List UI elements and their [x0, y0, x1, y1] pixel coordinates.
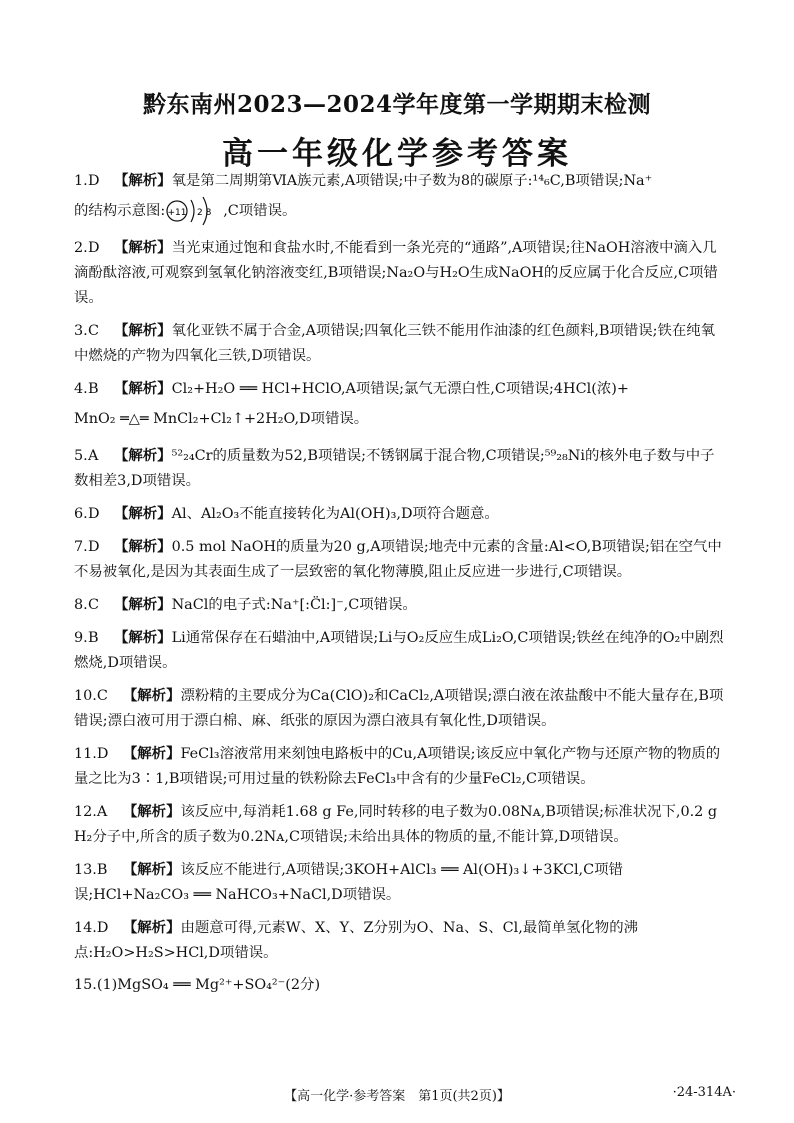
item-number: 3. [74, 323, 88, 339]
item-text-line2 [74, 194, 724, 228]
item-answer: B [96, 862, 108, 878]
answer-item [74, 857, 724, 908]
item-text: 该反应不能进行,A项错误;3KOH+AlCl₃ ══ Al(OH)₃↓+3KCl,C项错误;HCl+Na₂CO₃ ══ NaHCO₃+NaCl,D项错误。 [74, 862, 623, 903]
answer-item [74, 625, 724, 676]
item-text: (1)MgSO₄ ══ Mg²⁺+SO₄²⁻(2分) [96, 977, 321, 993]
item-answer: C [88, 597, 100, 613]
analysis-tag: 【解析】 [122, 745, 181, 762]
answer-item [74, 501, 724, 527]
item-text: 漂粉精的主要成分为Ca(ClO)₂和CaCl₂,A项错误;漂白液在浓盐酸中不能大量存在,B项错误;漂白液可用于漂白棉、麻、纸张的原因为漂白液具有氧化性,D项错误。 [74, 688, 724, 729]
item-text: 氧是第二周期第ⅥA族元素,A项错误;中子数为8的碳原子:¹⁴₆C,B项错误;Na⁺ [171, 173, 653, 189]
item-answer: D [88, 173, 100, 189]
item-answer: B [88, 381, 99, 397]
item-number: 2. [74, 240, 88, 256]
item-number: 10. [74, 688, 97, 704]
answer-item [74, 799, 724, 850]
item-number: 4. [74, 381, 88, 397]
page-footer [0, 1085, 794, 1105]
answer-item [74, 443, 724, 494]
item-number: 7. [74, 539, 88, 555]
item-text: FeCl₃溶液常用来刻蚀电路板中的Cu,A项错误;该反应中氧化产物与还原产物的物质的量之比为3∶1,B项错误;可用过量的铁粉除去FeCl₃中含有的少量FeCl₂,C项错误。 [74, 746, 721, 787]
ion-structure-diagram [165, 194, 223, 228]
analysis-tag: 【解析】 [122, 861, 181, 878]
item-text: NaCl的电子式:Na⁺[:C̈l:]⁻,C项错误。 [171, 597, 417, 613]
answer-item [74, 915, 724, 966]
item-text: ⁵²₂₄Cr的质量数为52,B项错误;不锈钢属于混合物,C项错误;⁵⁹₂₈Ni的核外电子数与中子数相差3,D项错误。 [74, 448, 715, 489]
item-number: 13. [74, 862, 97, 878]
page-title: 黔东南州2023—2024学年度第一学期期末检测 [142, 91, 652, 118]
analysis-tag: 【解析】 [114, 505, 172, 522]
structure-nucleus: +11 [167, 208, 187, 218]
item-number: 12. [74, 804, 97, 820]
answer-item [74, 973, 724, 998]
analysis-tag: 【解析】 [122, 919, 181, 936]
answer-item [74, 592, 724, 618]
answer-item [74, 168, 724, 228]
analysis-tag: 【解析】 [114, 596, 172, 613]
answer-item [74, 235, 724, 311]
item-text: 该反应中,每消耗1.68 g Fe,同时转移的电子数为0.08Nᴀ,B项错误;标准状况下,0.2 g H₂分子中,所含的质子数为0.2Nᴀ,C项错误;未给出具体的物质的量,不能计算,D项错误。 [74, 804, 718, 845]
analysis-tag: 【解析】 [122, 803, 181, 820]
item-answer: D [88, 240, 100, 256]
analysis-tag: 【解析】 [122, 687, 181, 704]
analysis-tag: 【解析】 [114, 629, 172, 646]
item-answer: D [88, 506, 100, 522]
item-answer: D [96, 920, 109, 936]
answer-item [74, 741, 724, 792]
analysis-tag: 【解析】 [114, 172, 172, 189]
analysis-tag: 【解析】 [114, 447, 172, 464]
structure-label: 的结构示意图: [74, 203, 166, 219]
item-text: 0.5 mol NaOH的质量为20 g,A项错误;地壳中元素的含量:Al<O,B项错误;铝在空气中不易被氧化,是因为其表面生成了一层致密的氧化物薄膜,阻止反应进一步进行,C项错误。 [74, 539, 722, 580]
answer-list [74, 168, 724, 1005]
item-text: 当光束通过饱和食盐水时,不能看到一条光亮的“通路”,A项错误;往NaOH溶液中滴入几滴酚酞溶液,可观察到氢氧化钠溶液变红,B项错误;Na₂O与H₂O生成NaOH的反应属于化合反应,C项错误。 [74, 240, 718, 306]
item-number: 15. [74, 977, 97, 993]
analysis-tag: 【解析】 [114, 239, 172, 256]
item-text: Li通常保存在石蜡油中,A项错误;Li与O₂反应生成Li₂O,C项错误;铁丝在纯净的O₂中剧烈燃烧,D项错误。 [74, 630, 724, 671]
analysis-tag: 【解析】 [114, 538, 172, 555]
analysis-tag: 【解析】 [114, 322, 172, 339]
item-answer: D [88, 539, 100, 555]
item-text: Cl₂+H₂O ══ HCl+HClO,A项错误;氯气无漂白性,C项错误;4HCl(浓)+ [171, 381, 629, 397]
item-text: 氧化亚铁不属于合金,A项错误;四氧化三铁不能用作油漆的红色颜料,B项错误;铁在纯氧中燃烧的产物为四氧化三铁,D项错误。 [74, 323, 716, 364]
item-text-line2: MnO₂ ═△═ MnCl₂+Cl₂↑+2H₂O,D项错误。 [74, 411, 369, 427]
item-text: Al、Al₂O₃不能直接转化为Al(OH)₃,D项符合题意。 [171, 506, 499, 522]
structure-tail: ,C项错误。 [223, 203, 297, 219]
footer-page-info: 【高一化学·参考答案 第1页(共2页)】 [284, 1089, 510, 1104]
item-answer: C [96, 688, 108, 704]
analysis-tag: 【解析】 [114, 380, 172, 397]
item-number: 6. [74, 506, 88, 522]
item-answer: A [96, 804, 108, 820]
structure-shells: 2 8 [197, 208, 212, 218]
item-answer: A [88, 448, 99, 464]
item-number: 1. [74, 173, 88, 189]
footer-code: ·24-314A· [672, 1085, 736, 1100]
answer-item [74, 534, 724, 585]
item-number: 14. [74, 920, 97, 936]
answer-item [74, 683, 724, 734]
item-number: 5. [74, 448, 88, 464]
item-number: 9. [74, 630, 88, 646]
item-answer: D [96, 746, 109, 762]
item-number: 11. [74, 746, 97, 762]
item-number: 8. [74, 597, 88, 613]
item-answer: C [88, 323, 100, 339]
item-text: 由题意可得,元素W、X、Y、Z分别为O、Na、S、Cl,最简单氢化物的沸点:H₂O>H₂S>HCl,D项错误。 [74, 920, 638, 961]
page-subtitle: 高一年级化学参考答案 [222, 136, 572, 172]
item-answer: B [88, 630, 99, 646]
answer-item [74, 376, 724, 436]
answer-item [74, 318, 724, 369]
